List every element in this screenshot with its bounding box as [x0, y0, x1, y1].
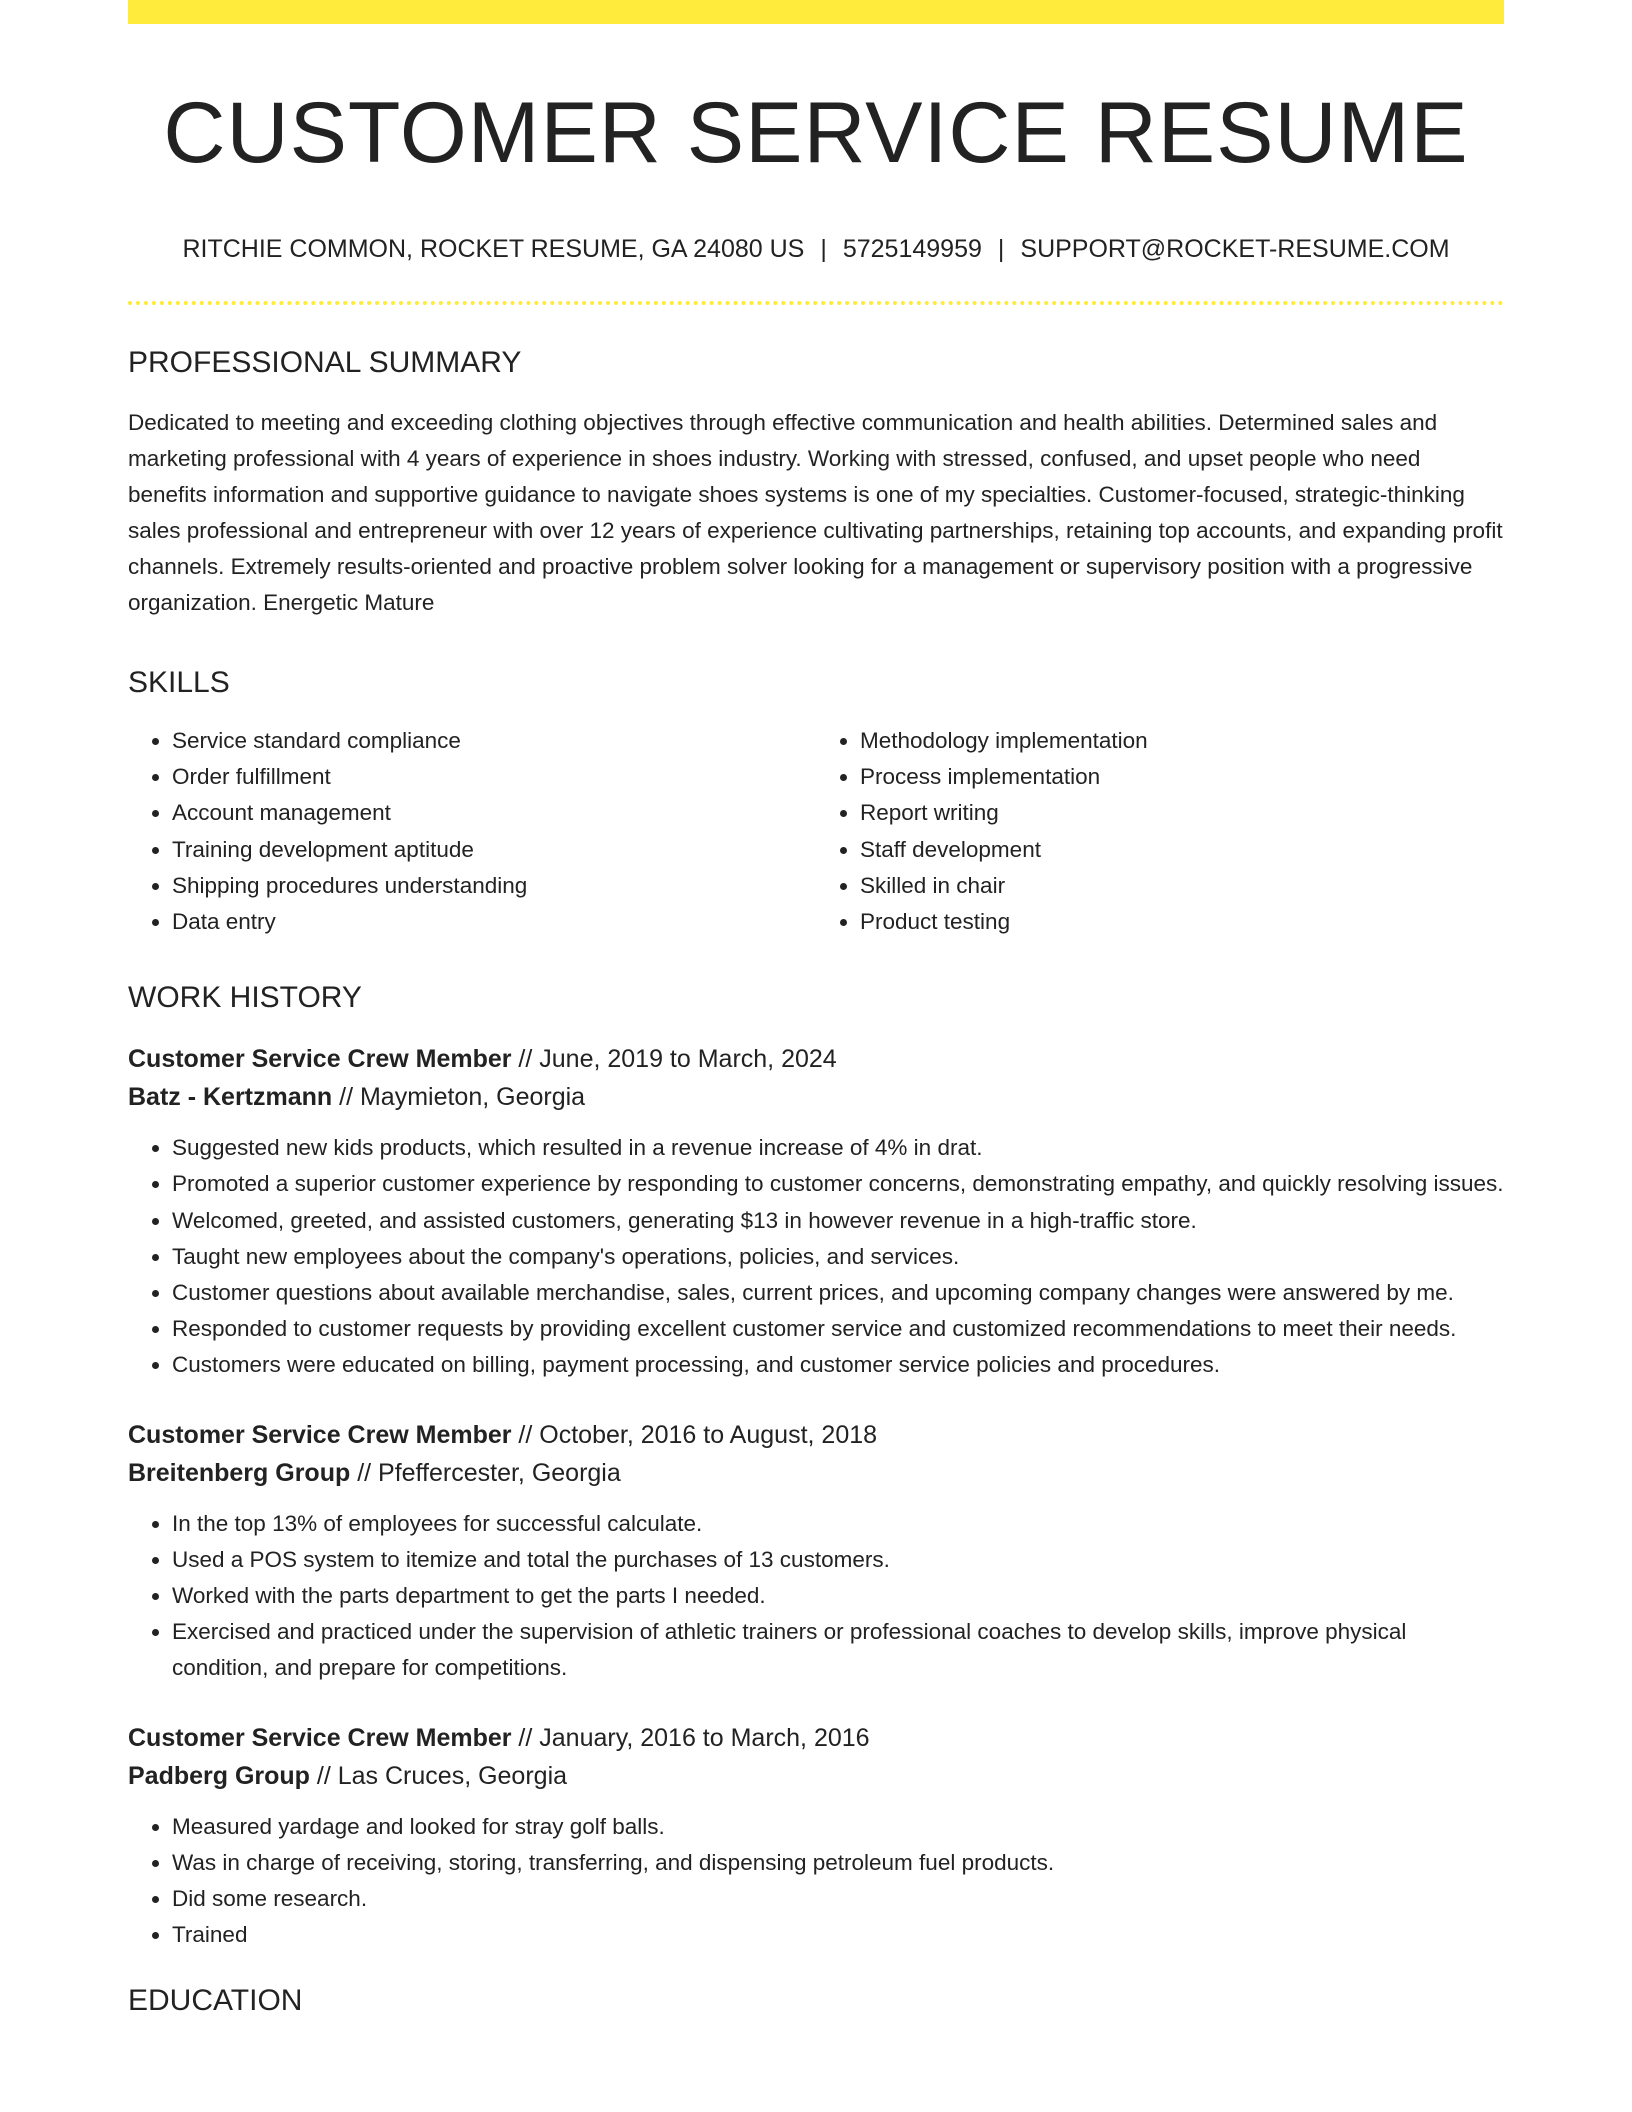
contact-separator: | [820, 235, 827, 263]
contact-line [128, 233, 1504, 265]
job-bullet-list [128, 1506, 1504, 1687]
skill-item: • Data entry [172, 904, 816, 940]
job-bullet: • Worked with the parts department to get the parts I needed. [172, 1578, 1504, 1614]
dotted-divider [128, 301, 1504, 305]
work-history-heading: WORK HISTORY [128, 981, 362, 1015]
job-bullet: • Trained [172, 1917, 1504, 1953]
job-location: // Pfeffercester, Georgia [350, 1458, 621, 1487]
skills-list [128, 723, 1504, 940]
contact-email: SUPPORT@ROCKET-RESUME.COM [1020, 235, 1450, 263]
contact-separator: | [997, 235, 1005, 263]
job-title-line [128, 1719, 1504, 1757]
job-bullet: • Customers were educated on billing, payment processing, and customer service policies and procedures. [172, 1347, 1504, 1383]
job-title-line [128, 1416, 1504, 1454]
contact-phone: 5725149959 [842, 235, 982, 263]
skills-column-left [128, 723, 816, 940]
job-entry [128, 1416, 1504, 1687]
skill-item: • Skilled in chair [860, 868, 1504, 904]
job-company: Batz - Kertzmann [128, 1083, 333, 1112]
skill-item: • Staff development [860, 832, 1504, 868]
job-company-line [128, 1757, 1504, 1795]
job-title: Customer Service Crew Member [128, 1045, 512, 1074]
education-heading: EDUCATION [128, 1984, 303, 2018]
job-bullet: • Used a POS system to itemize and total the purchases of 13 customers. [172, 1542, 1504, 1578]
accent-top-bar [128, 0, 1504, 24]
resume-title: CUSTOMER SERVICE RESUME [163, 85, 1469, 181]
skills-column-right [816, 723, 1504, 940]
job-bullet: • Customer questions about available merchandise, sales, current prices, and upcoming company changes were answered by me. [172, 1275, 1504, 1311]
summary-heading: PROFESSIONAL SUMMARY [128, 346, 522, 379]
skill-item: • Process implementation [860, 759, 1504, 795]
job-location: // Las Cruces, Georgia [309, 1761, 568, 1790]
job-title-line [128, 1040, 1504, 1078]
job-company: Breitenberg Group [128, 1458, 351, 1487]
job-bullet: • Measured yardage and looked for stray golf balls. [172, 1809, 1504, 1845]
skill-item: • Training development aptitude [172, 832, 816, 868]
job-bullet-list [128, 1809, 1504, 1954]
skill-item: • Shipping procedures understanding [172, 868, 816, 904]
job-bullet: • Exercised and practiced under the supervision of athletic trainers or professional coaches to develop skills, improve physical condition, and prepare for competitions. [172, 1614, 1504, 1686]
job-company-line [128, 1454, 1504, 1492]
skills-heading: SKILLS [128, 666, 230, 699]
job-entry [128, 1719, 1504, 1954]
job-bullet: • Promoted a superior customer experience by responding to customer concerns, demonstrating empathy, and quickly resolving issues. [172, 1166, 1504, 1202]
resume-page [128, 0, 1504, 2019]
job-bullet-list [128, 1130, 1504, 1383]
skill-item: • Order fulfillment [172, 759, 816, 795]
job-title: Customer Service Crew Member [128, 1420, 512, 1449]
job-location: // Maymieton, Georgia [332, 1083, 586, 1112]
job-company-line [128, 1078, 1504, 1116]
job-title: Customer Service Crew Member [128, 1723, 512, 1752]
skill-item: • Account management [172, 795, 816, 831]
job-company: Padberg Group [128, 1761, 310, 1790]
summary-text: Dedicated to meeting and exceeding clothing objectives through effective communication and health abilities. Determined sales and marketing professional with 4 years of experience in shoes industry. Working with stressed, confused, and upset people who need benefits information and supportive guidance to navigate shoes systems is one of my specialties. Customer-focused, strategic-thinking sales professional and entrepreneur with over 12 years of experience cultivating partnerships, retaining top accounts, and expanding profit channels. Extremely results-oriented and proactive problem solver looking for a management or supervisory position with a progressive organization. Energetic Mature [128, 410, 1503, 615]
skill-item: • Report writing [860, 795, 1504, 831]
job-bullet: • Was in charge of receiving, storing, transferring, and dispensing petroleum fuel products. [172, 1845, 1504, 1881]
job-dates: // October, 2016 to August, 2018 [511, 1420, 878, 1449]
job-dates: // January, 2016 to March, 2016 [511, 1723, 870, 1752]
skill-item: • Methodology implementation [860, 723, 1504, 759]
job-entry [128, 1040, 1504, 1383]
job-bullet: • Suggested new kids products, which resulted in a revenue increase of 4% in drat. [172, 1130, 1504, 1166]
job-bullet: • Taught new employees about the company's operations, policies, and services. [172, 1239, 1504, 1275]
contact-address: RITCHIE COMMON, ROCKET RESUME, GA 24080 US [182, 235, 805, 263]
job-dates: // June, 2019 to March, 2024 [511, 1045, 837, 1074]
job-bullet: • In the top 13% of employees for successful calculate. [172, 1506, 1504, 1542]
skill-item: • Service standard compliance [172, 723, 816, 759]
job-bullet: • Welcomed, greeted, and assisted customers, generating $13 in however revenue in a high-traffic store. [172, 1203, 1504, 1239]
job-bullet: • Did some research. [172, 1881, 1504, 1917]
skill-item: • Product testing [860, 904, 1504, 940]
job-bullet: • Responded to customer requests by providing excellent customer service and customized recommendations to meet their needs. [172, 1311, 1504, 1347]
